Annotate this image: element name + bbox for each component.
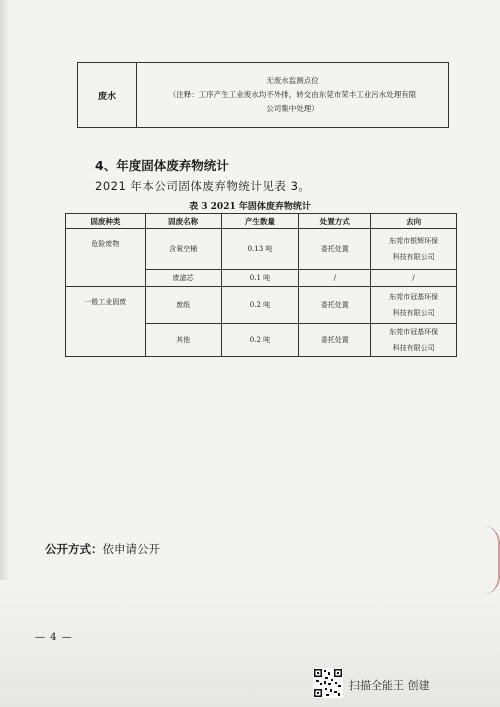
- header-destination: 去向: [371, 214, 457, 229]
- wastewater-line-1: 无废水监测点位: [266, 76, 319, 85]
- cell-quantity: 0.1 吨: [221, 270, 299, 287]
- cell-destination: /: [371, 270, 457, 287]
- wastewater-table: [77, 62, 449, 128]
- cell-destination: [371, 229, 457, 270]
- cell-name: 废纸: [145, 287, 221, 324]
- cell-name: 废滤芯: [145, 270, 221, 287]
- disclosure-label: 公开方式：: [45, 542, 103, 556]
- wastewater-line-2: （注释：工序产生工业废水均不外排，转交由东莞市荣丰工业污水处理有限: [168, 90, 417, 99]
- cell-name: 其他: [145, 324, 221, 357]
- cell-disposal: /: [299, 270, 371, 287]
- cell-disposal: 委托处置: [299, 324, 371, 357]
- destination-line-1: 东莞市冠基环保: [389, 328, 439, 336]
- destination-line-1: 东莞市冠基环保: [389, 293, 439, 301]
- solid-waste-table: [65, 213, 457, 357]
- header-category: 固废种类: [66, 214, 146, 229]
- cell-quantity: 0.2 吨: [221, 324, 299, 357]
- header-quantity: 产生数量: [221, 214, 299, 229]
- scanner-watermark: 扫描全能王 创建: [349, 679, 430, 692]
- cell-destination: [371, 287, 457, 324]
- intro-text: 2021 年本公司固体废弃物统计见表 3。: [95, 179, 311, 193]
- disclosure-method: [45, 541, 160, 557]
- qr-code-icon: [313, 668, 343, 698]
- destination-line-1: 东莞市银辉环保: [389, 237, 439, 245]
- cell-quantity: 0.13 吨: [221, 229, 299, 270]
- table-header-row: [66, 214, 457, 229]
- cell-quantity: 0.2 吨: [221, 287, 299, 324]
- wastewater-content: [137, 63, 449, 128]
- wastewater-line-3: 公司集中处理）: [266, 104, 319, 113]
- section-heading: 4、年度固体废弃物统计: [95, 158, 229, 173]
- table-row: [66, 287, 457, 324]
- destination-line-2: 科技有限公司: [392, 253, 435, 261]
- cell-name: 含氧空桶: [145, 229, 221, 270]
- wastewater-label: 废水: [78, 63, 137, 128]
- cell-disposal: 委托处置: [299, 229, 371, 270]
- header-disposal: 处置方式: [299, 214, 371, 229]
- cell-category: 一般工业固废: [66, 287, 146, 357]
- cell-destination: [371, 324, 457, 357]
- destination-line-2: 科技有限公司: [392, 344, 435, 352]
- red-stamp-edge: [482, 525, 500, 595]
- cell-category: 危险废物: [66, 229, 146, 287]
- header-name: 固废名称: [145, 214, 221, 229]
- disclosure-value: 依申请公开: [102, 542, 160, 556]
- destination-line-2: 科技有限公司: [392, 309, 435, 317]
- table-caption: 表 3 2021 年固体废弃物统计: [189, 202, 311, 212]
- cell-disposal: 委托处置: [299, 287, 371, 324]
- table-row: [66, 229, 457, 270]
- page-number: — 4 —: [35, 632, 73, 643]
